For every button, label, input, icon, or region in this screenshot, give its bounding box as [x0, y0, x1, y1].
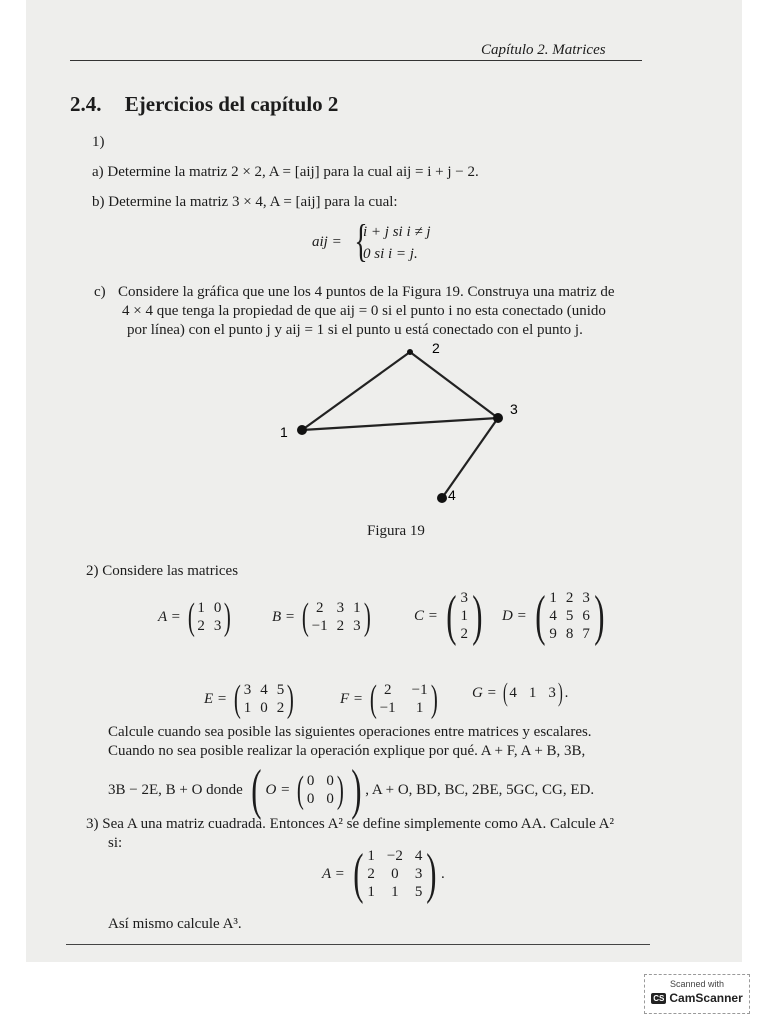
cell: 0: [326, 773, 334, 789]
cell: 1: [460, 608, 469, 624]
cell: 1: [353, 600, 361, 616]
cell: 3: [582, 590, 590, 606]
matrix-a-label: A =: [158, 608, 181, 625]
cell: 1: [243, 700, 252, 716]
piecewise-brace: {: [354, 215, 368, 266]
exercise-3-end: Así mismo calcule A³.: [108, 916, 242, 932]
exercise-1-number: 1): [92, 134, 105, 150]
cell: 7: [582, 626, 590, 642]
cell: 3: [353, 618, 361, 634]
edge-3-4: [442, 418, 498, 498]
graph-figure: [266, 336, 546, 512]
cell: 0: [326, 791, 334, 807]
edge-1-2: [302, 352, 410, 430]
exercise-1b-text: Determine la matriz 3 × 4, A = [aij] para la cual:: [108, 194, 398, 210]
exercise-1c-line-2: 4 × 4 que tenga la propiedad de que aij = 0 si el punto i no esta conectado (unido: [122, 303, 606, 319]
figure-caption: Figura 19: [367, 523, 425, 539]
exercise-3: [86, 816, 614, 833]
exercise-1c-line-3: por línea) con el punto j y aij = 1 si el punto u está conectado con el punto j.: [127, 322, 583, 338]
node-4: [437, 493, 447, 503]
cell: 2: [197, 618, 205, 634]
cell: 0: [391, 866, 399, 882]
exercise-3-line-2: si:: [108, 835, 123, 851]
exercise-2-line-3-post: , A + O, BD, BC, 2BE, 5GC, CG, ED.: [365, 781, 595, 798]
scanner-caption: Scanned with: [669, 979, 725, 989]
cell: 3: [213, 618, 222, 634]
cell: 0: [306, 791, 315, 807]
matrix-c-label: C =: [414, 607, 438, 624]
matrix-e-cells: [244, 681, 285, 717]
footer-rule: [66, 944, 650, 945]
cell: 9: [549, 626, 557, 642]
node-label-1: 1: [280, 424, 288, 440]
cell: −1: [311, 618, 328, 634]
cell: 1: [415, 700, 424, 716]
cell: 2: [383, 682, 392, 698]
section-number: 2.4.: [70, 92, 102, 116]
node-3: [493, 413, 503, 423]
exercise-1c-label: c): [94, 284, 106, 300]
cell: 5: [276, 682, 285, 698]
cell: 1: [549, 590, 557, 606]
cell: 3: [414, 866, 423, 882]
cell: −2: [386, 848, 403, 864]
cell: 1: [528, 685, 537, 701]
cell: −1: [411, 682, 428, 698]
matrix-b-label: B =: [272, 608, 296, 625]
matrix-a-ex3: A = ( 1 −2 4 2 0 3 1 1 5 ) .: [322, 843, 445, 905]
cell: 2: [336, 618, 345, 634]
piecewise-case-2: 0 si i = j.: [363, 246, 418, 262]
cell: 4: [260, 682, 268, 698]
node-1: [297, 425, 307, 435]
node-label-2: 2: [432, 340, 440, 356]
cell: −1: [379, 700, 396, 716]
matrix-b: B = ( 2 3 1 −1 2 3 ): [272, 596, 371, 638]
matrix-a-ex3-label: A =: [322, 865, 345, 882]
cell: 2: [565, 590, 574, 606]
cell: 4: [509, 685, 517, 701]
exercise-1a-label: a): [92, 164, 104, 180]
exercise-2-number: 2): [86, 563, 99, 579]
document-page: [26, 0, 742, 962]
exercise-1b-label: b): [92, 194, 105, 210]
matrix-c-cells: [461, 589, 469, 643]
exercise-2-line-1: Calcule cuando sea posible las siguientes operaciones entre matrices y escalares.: [108, 724, 592, 740]
header-rule: [70, 60, 642, 61]
matrix-b-cells: [312, 599, 361, 635]
exercise-3-line-1: Sea A una matriz cuadrada. Entonces A² se define simplemente como AA. Calcule A²: [102, 816, 615, 832]
matrix-c: C = ( 3 1 2 ): [414, 585, 483, 647]
exercise-2: [86, 563, 238, 580]
cell: 2: [460, 626, 469, 642]
chapter-header: Capítulo 2. Matrices: [481, 42, 606, 58]
piecewise-case-1: i + j si i ≠ j: [363, 224, 431, 240]
exercise-2-line-3: 3B − 2E, B + O donde ( O = ( 0 0 0 0 ) ) , A + O, BD, BC, 2BE, 5GC, CG, ED.: [108, 759, 595, 821]
cell: 5: [414, 884, 423, 900]
cell: 0: [213, 600, 222, 616]
edge-1-3: [302, 418, 498, 430]
node-label-4: 4: [448, 487, 456, 503]
cell: 1: [391, 884, 399, 900]
cell: 4: [414, 848, 423, 864]
cell: 0: [306, 773, 315, 789]
matrix-o-label: O =: [265, 781, 291, 798]
cell: 1: [367, 884, 375, 900]
cell: 6: [582, 608, 590, 624]
matrix-f: F = ( 2 −1 −1 1 ): [340, 678, 438, 720]
cell: 3: [336, 600, 345, 616]
section-title: Ejercicios del capítulo 2: [124, 92, 339, 116]
cell: 3: [460, 590, 469, 606]
cell: 0: [260, 700, 268, 716]
node-label-3: 3: [510, 401, 518, 417]
camscanner-logo-icon: CS: [653, 993, 665, 1003]
matrix-f-cells: [380, 681, 428, 717]
exercise-1b: [92, 194, 398, 211]
matrix-d: D = ( 1 2 3 4 5 6 9 8 7 ): [502, 585, 605, 647]
node-2: [407, 349, 413, 355]
exercise-1c-line-1: Considere la gráfica que une los 4 puntos de la Figura 19. Construya una matriz de: [118, 284, 615, 300]
matrix-a-cells: [197, 599, 221, 635]
matrix-g-label: G =: [472, 684, 497, 701]
cell: 3: [243, 682, 252, 698]
matrix-e-label: E =: [204, 690, 228, 707]
scanner-watermark: [644, 974, 750, 1014]
exercise-2-line-2: Cuando no sea posible realizar la operación explique por qué. A + F, A + B, 3B,: [108, 743, 586, 759]
matrix-a-ex3-cells: [367, 847, 422, 901]
cell: 2: [276, 700, 285, 716]
cell: 8: [565, 626, 574, 642]
exercise-1a: [92, 164, 479, 181]
exercise-1a-text: Determine la matriz 2 × 2, A = [aij] para la cual aij = i + j − 2.: [107, 164, 479, 180]
scanner-brand-name: CamScanner: [669, 991, 743, 1005]
cell: 4: [549, 608, 557, 624]
exercise-2-line-3-pre: 3B − 2E, B + O donde: [108, 781, 243, 798]
section-heading: [70, 92, 338, 117]
cell: 2: [315, 600, 324, 616]
cell: 2: [367, 866, 375, 882]
cell: 3: [548, 685, 556, 701]
exercise-2-intro: Considere las matrices: [102, 563, 239, 579]
matrix-e: E = ( 3 4 5 1 0 2 ): [204, 678, 295, 720]
matrix-f-label: F =: [340, 690, 364, 707]
cell: 1: [367, 848, 375, 864]
piecewise-lhs: aij =: [312, 234, 342, 250]
matrix-g: G = ( 4 1 3 ) .: [472, 678, 569, 707]
cell: 5: [565, 608, 574, 624]
matrix-d-label: D =: [502, 607, 527, 624]
scanner-brand: [645, 991, 749, 1005]
exercise-3-number: 3): [86, 816, 99, 832]
edge-2-3: [410, 352, 498, 418]
matrix-a: A = ( 1 0 2 3 ): [158, 596, 232, 638]
matrix-g-cells: [509, 684, 556, 702]
matrix-o-cells: [307, 772, 334, 808]
cell: 1: [197, 600, 205, 616]
matrix-d-cells: [549, 589, 590, 643]
